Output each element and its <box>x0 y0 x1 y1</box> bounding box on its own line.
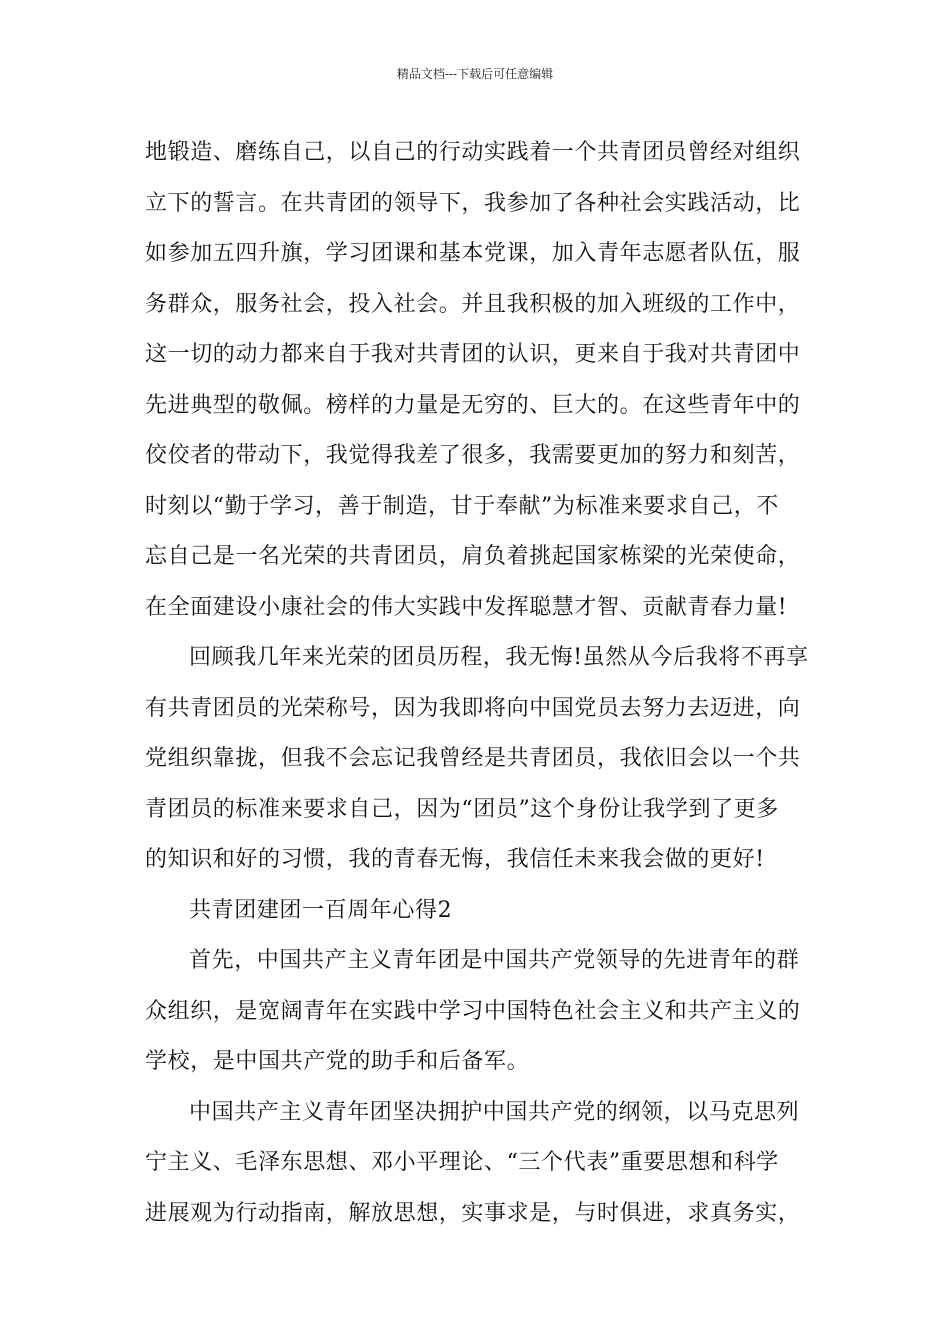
text-line: 党组织靠拢，但我不会忘记我曾经是共青团员，我依旧会以一个共 <box>145 746 801 771</box>
text-line: 有共青团员的光荣称号，因为我即将向中国党员去努力去迈进，向 <box>145 695 801 721</box>
text-line: 务群众，服务社会，投入社会。并且我积极的加入班级的工作中， <box>145 291 801 317</box>
text-line: 青团员的标准来要求自己，因为“团员”这个身份让我学到了更多 <box>145 796 779 822</box>
text-line: 立下的誓言。在共青团的领导下，我参加了各种社会实践活动，比 <box>145 190 801 216</box>
paragraph-first-line: 回顾我几年来光荣的团员历程，我无悔!虽然从今后我将不再享 <box>189 645 809 670</box>
text-line: 学校，是中国共产党的助手和后备军。 <box>145 1049 530 1074</box>
text-line: 进展观为行动指南，解放思想，实事求是，与时俱进，求真务实， <box>145 1200 801 1226</box>
paragraph-first-line: 中国共产主义青年团坚决拥护中国共产党的纲领，以马克思列 <box>189 1099 800 1125</box>
text-line: 如参加五四升旗，学习团课和基本党课，加入青年志愿者队伍，服 <box>145 241 801 266</box>
text-line: 先进典型的敬佩。榜样的力量是无穷的、巨大的。在这些青年中的 <box>145 392 801 418</box>
paragraph-first-line: 首先，中国共产主义青年团是中国共产党领导的先进青年的群 <box>189 948 800 973</box>
text-line: 地锻造、磨练自己，以自己的行动实践着一个共青团员曾经对组织 <box>145 140 801 165</box>
document-body <box>145 128 810 1239</box>
text-line: 宁主义、毛泽东思想、邓小平理论、“三个代表”重要思想和科学 <box>145 1150 779 1175</box>
text-line: 佼佼者的带动下，我觉得我差了很多，我需要更加的努力和刻苦， <box>145 443 801 468</box>
section-heading: 共青团建团一百周年心得2 <box>189 897 453 923</box>
page-header: 精品文档---下载后可任意编辑 <box>396 67 554 81</box>
text-line: 这一切的动力都来自于我对共青团的认识，更来自于我对共青团中 <box>145 342 801 367</box>
text-line: 忘自己是一名光荣的共青团员，肩负着挑起国家栋梁的光荣使命， <box>145 544 801 569</box>
text-line: 众组织，是宽阔青年在实践中学习中国特色社会主义和共产主义的 <box>145 998 801 1024</box>
text-line: 时刻以“勤于学习，善于制造，甘于奉献”为标准来要求自己，不 <box>145 493 779 519</box>
text-line: 的知识和好的习惯，我的青春无悔，我信任未来我会做的更好! <box>145 847 765 872</box>
text-line: 在全面建设小康社会的伟大实践中发挥聪慧才智、贡献青春力量! <box>145 594 788 620</box>
